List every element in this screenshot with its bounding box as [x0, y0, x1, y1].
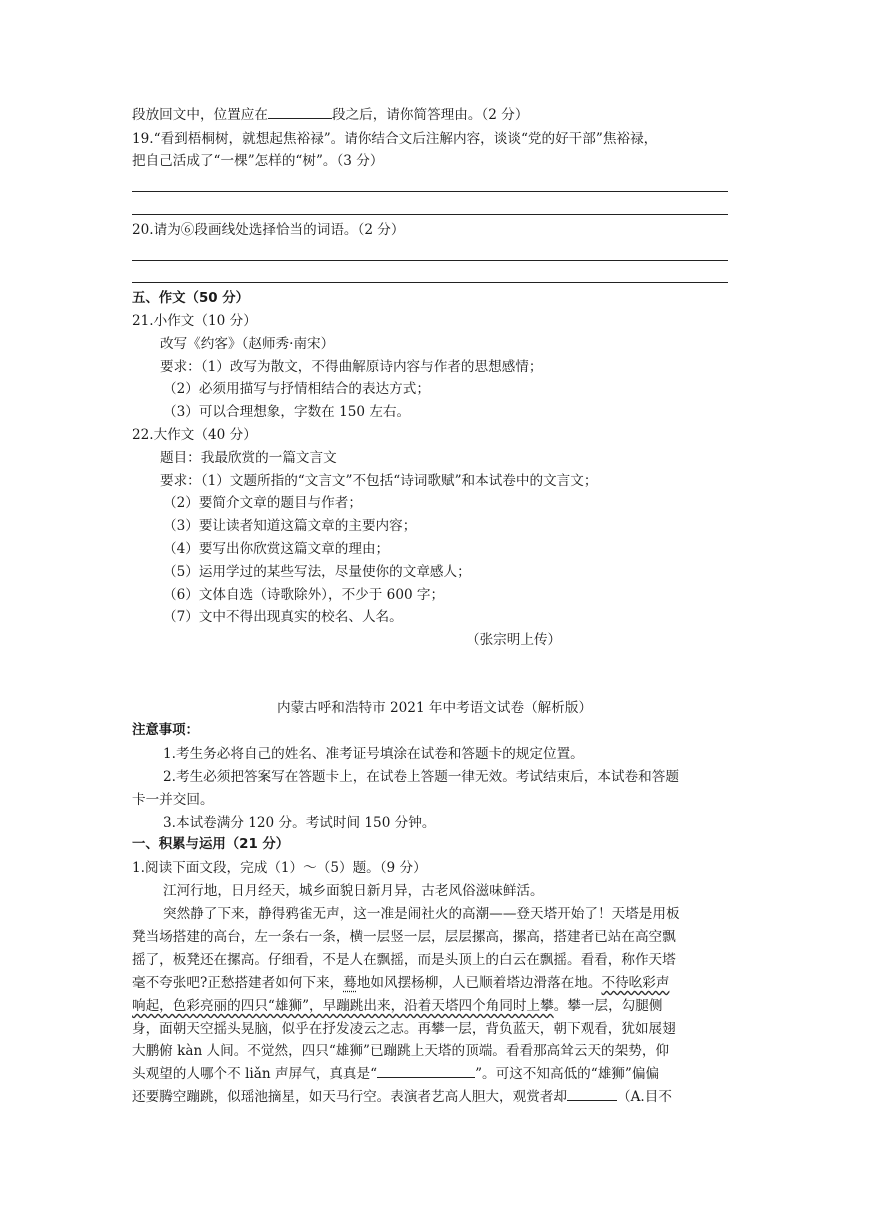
q22-requirement: （6）文体自选（诗歌除外），不少于 600 字； — [163, 587, 445, 603]
q19-line-1: 19.“看到梧桐树，就想起焦裕禄”。请你结合文后注解内容，谈谈“党的好干部”焦裕禄， — [132, 131, 658, 147]
passage-text: （A.目不 — [617, 1089, 672, 1105]
q21-requirement: （3）可以合理想象，字数在 150 左右。 — [163, 404, 411, 420]
passage-text: ”。可这不知高低的“雄狮”偏偏 — [475, 1066, 660, 1082]
q21-title: 21.小作文（10 分） — [132, 313, 257, 329]
passage-line — [132, 1086, 672, 1108]
answer-line[interactable] — [132, 282, 728, 283]
section-title: 五、作文（50 分） — [132, 291, 250, 306]
underlined-sentence: 不待吆彩声 — [601, 975, 670, 991]
notice-item-cont: 卡一并交回。 — [132, 792, 214, 808]
passage-text: 头观望的人哪个不 liǎn 声屏气，真真是“ — [132, 1066, 378, 1082]
q22-title: 22.大作文（40 分） — [132, 427, 257, 443]
notice-title: 注意事项： — [132, 723, 199, 738]
q18-tail — [132, 104, 528, 126]
notice-item: 2.考生必须把答案写在答题卡上，在试卷上答题一律无效。考试结束后，本试卷和答题 — [163, 769, 679, 785]
q1-title: 1.阅读下面文段，完成（1）～（5）题。（9 分） — [132, 860, 427, 876]
q22-requirement: 要求：（1）文题所指的“文言文”不包括“诗词歌赋”和本试卷中的文言文； — [160, 473, 598, 489]
passage-line: 凳当场搭建的高台，左一条右一条，横一层竖一层，层层摞高，摞高，搭建者已站在高空飘 — [132, 929, 676, 945]
passage-line — [132, 972, 669, 994]
q21-requirement: 要求：（1）改写为散文，不得曲解原诗内容与作者的思想感情； — [160, 359, 543, 375]
q22-requirement: （4）要写出你欣赏这篇文章的理由； — [163, 541, 390, 557]
answer-line[interactable] — [132, 260, 728, 261]
passage-line: 突然静了下来，静得鸦雀无声，这一准是闹社火的高潮——登天塔开始了！天塔是用板 — [163, 906, 680, 922]
q22-requirement: （2）要简介文章的题目与作者； — [163, 495, 362, 511]
passage-text: 地如风摆杨柳，人已顺着塔边滑落在地。 — [356, 975, 602, 991]
answer-line[interactable] — [132, 214, 728, 215]
notice-item: 1.考生务必将自己的姓名、准考证号填涂在试卷和答题卡的规定位置。 — [163, 746, 584, 762]
passage-text: 还要腾空蹦跳，似瑶池摘星，如天马行空。表演者艺高人胆大，观赏者却 — [132, 1089, 567, 1105]
passage-line: 身，面朝天空摇头晃脑，似乎在抒发凌云之志。再攀一层，背负蓝天，朝下观看，犹如展翅 — [132, 1021, 676, 1037]
passage-text: 毫不夸张吧?正愁搭建者如何下来， — [132, 975, 344, 991]
q18-text-a: 段放回文中，位置应在 — [132, 107, 268, 123]
answer-blank[interactable] — [268, 104, 332, 119]
q21-requirement: （2）必须用描写与抒情相结合的表达方式； — [163, 381, 430, 397]
q22-topic: 题目：我最欣赏的一篇文言文 — [160, 450, 337, 466]
passage-paragraph: 江河行地，日月经天，城乡面貌日新月异，古老风俗滋味鲜活。 — [163, 883, 544, 899]
emphasis-dot-char: 蓦 — [343, 975, 357, 991]
notice-item: 3.本试卷满分 120 分。考试时间 150 分钟。 — [163, 815, 436, 831]
q18-text-b: 段之后，请你简答理由。（2 分） — [331, 107, 529, 123]
underlined-sentence: 响起，色彩亮丽的四只“雄狮”，早蹦跳出来，沿着天塔四个角同时上攀 — [132, 998, 554, 1014]
uploader-credit: （张宗明上传） — [466, 632, 562, 648]
answer-blank[interactable] — [377, 1063, 475, 1078]
section-title: 一、积累与运用（21 分） — [132, 837, 290, 852]
passage-line: 大鹏俯 kàn 人间。不觉然，四只“雄狮”已蹦跳上天塔的顶端。看看那高耸云天的架势，仰 — [132, 1043, 670, 1059]
q22-requirement: （3）要让读者知道这篇文章的主要内容； — [163, 518, 417, 534]
passage-line — [132, 1063, 659, 1085]
q22-requirement: （7）文中不得出现真实的校名、人名。 — [163, 609, 403, 625]
q20-text: 20.请为⑥段画线处选择恰当的词语。（2 分） — [132, 222, 405, 238]
answer-line[interactable] — [132, 191, 728, 192]
passage-text: 。攀一层，勾腿侧 — [553, 998, 663, 1014]
exam-title: 内蒙古呼和浩特市 2021 年中考语文试卷（解析版） — [276, 700, 593, 716]
q19-line-2: 把自己活成了“一棵”怎样的“树”。（3 分） — [132, 153, 384, 169]
passage-line: 摇了，板凳还在摞高。仔细看，不是人在飘摇，而是头顶上的白云在飘摇。看看，称作天塔 — [132, 952, 676, 968]
q21-task: 改写《约客》（赵师秀·南宋） — [160, 336, 335, 352]
passage-line — [132, 995, 662, 1017]
answer-blank[interactable] — [567, 1086, 617, 1101]
q22-requirement: （5）运用学过的某些写法，尽量使你的文章感人； — [163, 564, 471, 580]
